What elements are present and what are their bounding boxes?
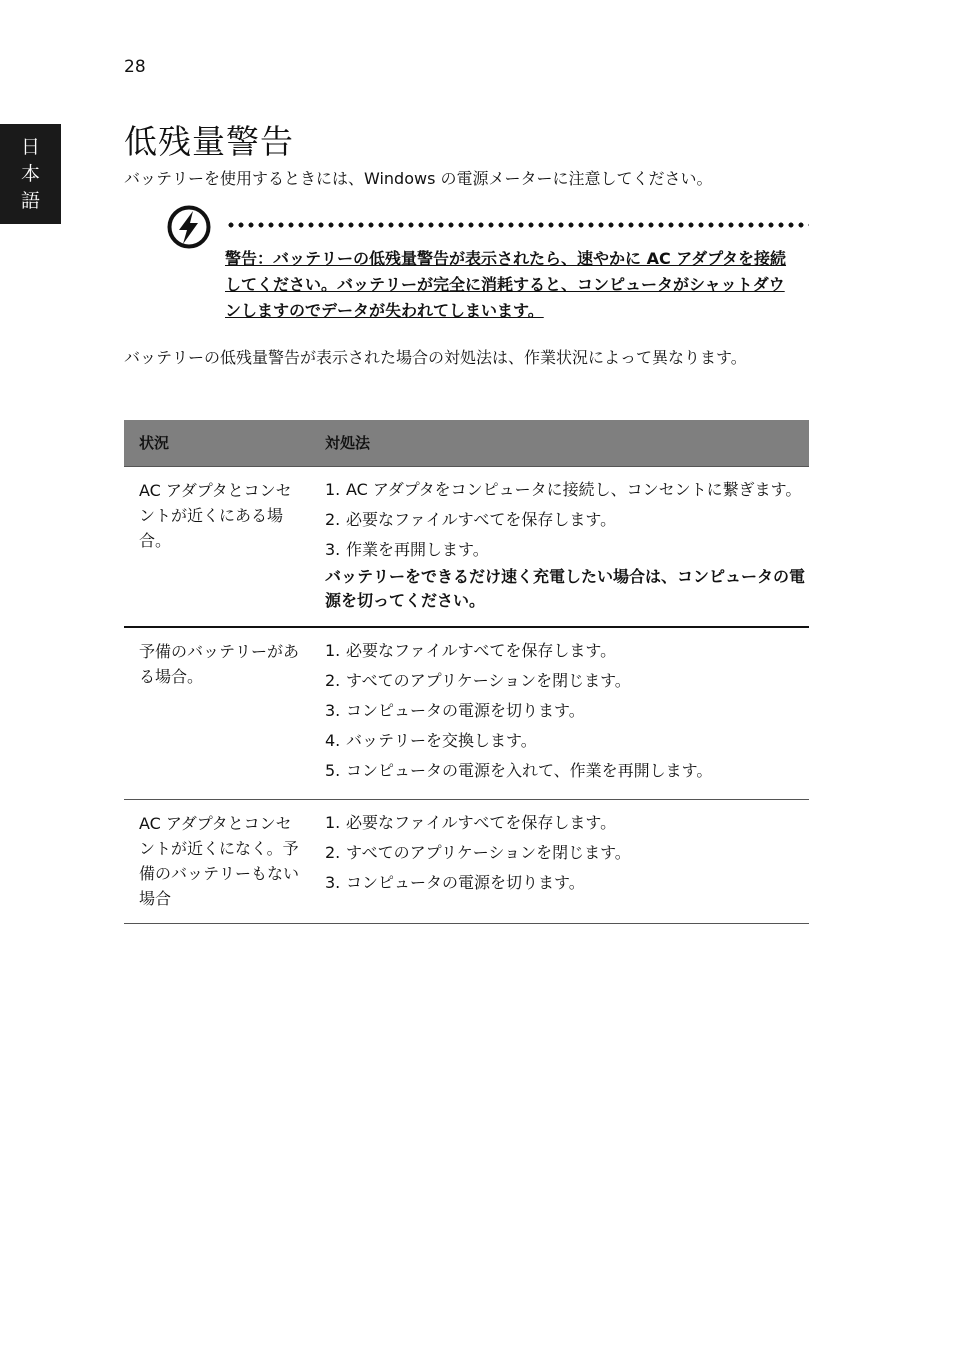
list-item: 3. コンピュータの電源を切ります。 — [325, 701, 585, 720]
warning-text: 警告：バッテリーの低残量警告が表示されたら、速やかに AC アダプタを接続してください。バッテリーが完全に消耗すると、コンピュータがシャットダウンしますのでデータが失われてしまいます。 — [225, 249, 787, 320]
page-title: 低残量警告 — [124, 122, 294, 161]
table-row — [124, 800, 809, 924]
lightning-bolt-icon — [166, 204, 212, 250]
page-number: 28 — [124, 57, 146, 77]
table-row — [124, 628, 809, 800]
action-cell — [325, 638, 809, 788]
action-cell — [325, 810, 809, 911]
situation-cell: AC アダプタとコンセントが近くになく。予備のバッテリーもない場合 — [139, 814, 300, 908]
intro-text: バッテリーを使用するときには、Windows の電源メーターに注意してください。 — [124, 169, 713, 188]
list-item: 2. すべてのアプリケーションを閉じます。 — [325, 671, 631, 690]
situation-cell: 予備のバッテリーがある場合。 — [139, 642, 300, 686]
language-tab-char: 本 — [20, 162, 40, 185]
action-table — [124, 420, 809, 924]
language-tab — [0, 124, 61, 224]
list-item: 1. AC アダプタをコンピュータに接続し、コンセントに繋ぎます。 — [325, 480, 802, 499]
list-item: 5. コンピュータの電源を入れて、作業を再開します。 — [325, 761, 713, 780]
language-tab-char: 日 — [20, 135, 40, 158]
body-paragraph: バッテリーの低残量警告が表示された場合の対処法は、作業状況によって異なります。 — [124, 348, 747, 367]
list-item: 3. 作業を再開します。 — [325, 540, 489, 559]
header-situation: 状況 — [139, 434, 170, 452]
warning-divider — [226, 222, 809, 228]
list-item: 2. 必要なファイルすべてを保存します。 — [325, 510, 617, 529]
header-action: 対処法 — [325, 434, 371, 452]
table-row — [124, 466, 809, 628]
list-item: 4. バッテリーを交換します。 — [325, 731, 537, 750]
action-cell — [325, 477, 809, 613]
note-text: バッテリーをできるだけ速く充電したい場合は、コンピュータの電源を切ってください。 — [325, 567, 806, 610]
list-item: 3. コンピュータの電源を切ります。 — [325, 873, 585, 892]
list-item: 1. 必要なファイルすべてを保存します。 — [325, 813, 617, 832]
list-item: 1. 必要なファイルすべてを保存します。 — [325, 641, 617, 660]
language-tab-char: 語 — [20, 189, 40, 212]
table-header — [124, 420, 809, 466]
situation-cell: AC アダプタとコンセントが近くにある場合。 — [139, 481, 292, 550]
list-item: 2. すべてのアプリケーションを閉じます。 — [325, 843, 631, 862]
